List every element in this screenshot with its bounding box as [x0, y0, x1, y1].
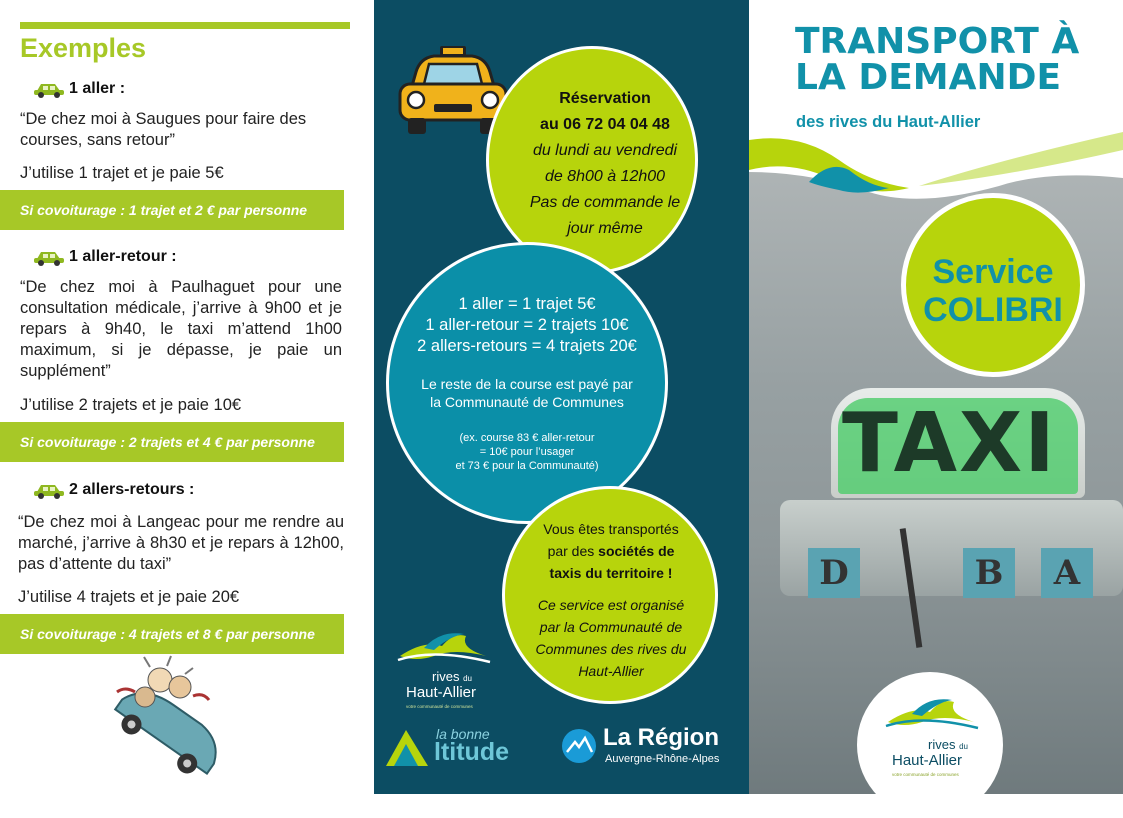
- organised-line-2: par la Communauté de: [539, 619, 683, 635]
- rives-logo-text: [406, 670, 476, 714]
- service-label: [906, 253, 1080, 329]
- car-icon: [33, 481, 65, 499]
- region-name: La Région: [603, 724, 720, 751]
- reservation-phone: au 06 72 04 04 48: [540, 116, 670, 133]
- example-3-carpool: Si covoiturage : 4 trajets et 8 € par personne: [20, 626, 315, 642]
- price-line-2: 1 aller-retour = 2 trajets 10€: [425, 316, 629, 334]
- bonne-text: la bonne: [436, 726, 490, 742]
- prices-block: [392, 294, 662, 473]
- rives-word-right: rives: [928, 737, 956, 752]
- flag-d: D: [808, 548, 860, 598]
- car-illustration: [105, 652, 235, 782]
- example-1-title: 1 aller :: [69, 80, 126, 98]
- reservation-note-2: jour même: [567, 220, 643, 237]
- price-example-3: et 73 € pour la Communauté): [455, 460, 599, 472]
- price-rest-1: Le reste de la course est payé par: [421, 376, 633, 392]
- reservation-block: [500, 86, 710, 242]
- region-mountain-icon: [561, 728, 597, 764]
- example-1-carpool-band: [0, 190, 344, 230]
- reservation-hours: de 8h00 à 12h00: [544, 168, 666, 185]
- rives-tagline-right: votre communauté de communes: [892, 772, 959, 777]
- main-subtitle: des rives du Haut-Allier: [796, 113, 981, 131]
- organised-line-3: Communes des rives du: [535, 641, 687, 657]
- rives-logo-mark: [394, 626, 494, 668]
- organised-line-1: Ce service est organisé: [537, 597, 685, 613]
- transport-block: [514, 518, 708, 682]
- examples-heading: Exemples: [20, 33, 147, 63]
- altitude-a-icon: [384, 728, 430, 770]
- reservation-note-1: Pas de commande le: [529, 194, 681, 211]
- haut-allier-word-right: Haut-Allier: [892, 752, 963, 769]
- haut-allier-word: Haut-Allier: [406, 684, 477, 701]
- price-line-1: 1 aller = 1 trajet 5€: [458, 295, 596, 313]
- price-rest-2: la Communauté de Communes: [430, 394, 624, 410]
- reservation-days: du lundi au vendredi: [532, 142, 678, 159]
- transport-line-2: [514, 540, 708, 562]
- example-2-carpool-band: [0, 422, 344, 462]
- example-1-title-row: [33, 80, 125, 98]
- example-2-title-row: [33, 248, 177, 266]
- example-3-carpool-band: [0, 614, 344, 654]
- example-3-quote: “De chez moi à Langeac pour me rendre au marché, j’arrive à 8h30 et je repars à 12h00, pas d’attente du taxi”: [18, 513, 344, 573]
- example-1-quote: “De chez moi à Saugues pour faire des courses, sans retour”: [20, 110, 307, 149]
- transport-line-2-bold: sociétés de: [598, 543, 675, 559]
- rives-tagline: votre communauté de communes: [406, 704, 473, 709]
- example-2-carpool: Si covoiturage : 2 trajets et 4 € par personne: [20, 434, 315, 450]
- example-2-title: 1 aller-retour :: [69, 248, 177, 266]
- example-1-carpool: Si covoiturage : 1 trajet et 2 € par personne: [20, 202, 308, 218]
- du-word: du: [463, 674, 472, 683]
- transport-line-2-pre: par des: [547, 543, 599, 559]
- example-2-quote: “De chez moi à Paulhaguet pour une consultation médicale, j’arrive à 9h00 et je repars à 9h40, le taxi m’attend 1h00 maximum, si je dépasse, je paie un supplément”: [20, 278, 342, 380]
- price-example-1: (ex. course 83 € aller-retour: [459, 432, 595, 444]
- example-2-uses: J’utilise 2 trajets et je paie 10€: [20, 396, 242, 414]
- du-word-right: du: [959, 742, 968, 751]
- altitude-text: ltitude: [434, 738, 509, 766]
- example-3-uses: J’utilise 4 trajets et je paie 20€: [18, 588, 240, 606]
- transport-line-1: Vous êtes transportés: [543, 521, 679, 537]
- organised-line-4: Haut-Allier: [578, 663, 644, 679]
- example-1-uses: J’utilise 1 trajet et je paie 5€: [20, 164, 224, 182]
- price-example-2: = 10€ pour l’usager: [479, 446, 575, 458]
- car-icon: [33, 80, 65, 98]
- main-title: [795, 21, 1080, 98]
- rives-logo-mark-right: [882, 692, 982, 734]
- example-3-title-row: [33, 481, 194, 499]
- top-accent-bar: [20, 22, 350, 29]
- rives-logo-text-right: [892, 738, 968, 782]
- taxi-sign-text: TAXI: [842, 396, 1057, 491]
- region-subname: Auvergne-Rhône-Alpes: [605, 753, 720, 765]
- main-title-line-2: LA DEMANDE: [795, 57, 1062, 98]
- car-icon: [33, 248, 65, 266]
- main-title-line-1: TRANSPORT À: [795, 21, 1080, 62]
- colibri-word: COLIBRI: [923, 291, 1063, 329]
- left-panel: [0, 0, 374, 794]
- flag-b: B: [963, 548, 1015, 598]
- price-line-3: 2 allers-retours = 4 trajets 20€: [417, 337, 637, 355]
- service-word: Service: [932, 253, 1054, 291]
- reservation-label: Réservation: [559, 90, 651, 107]
- example-3-title: 2 allers-retours :: [69, 481, 195, 499]
- flag-a: A: [1041, 548, 1093, 598]
- transport-line-3: taxis du territoire !: [549, 565, 673, 581]
- rives-word: rives: [432, 669, 460, 684]
